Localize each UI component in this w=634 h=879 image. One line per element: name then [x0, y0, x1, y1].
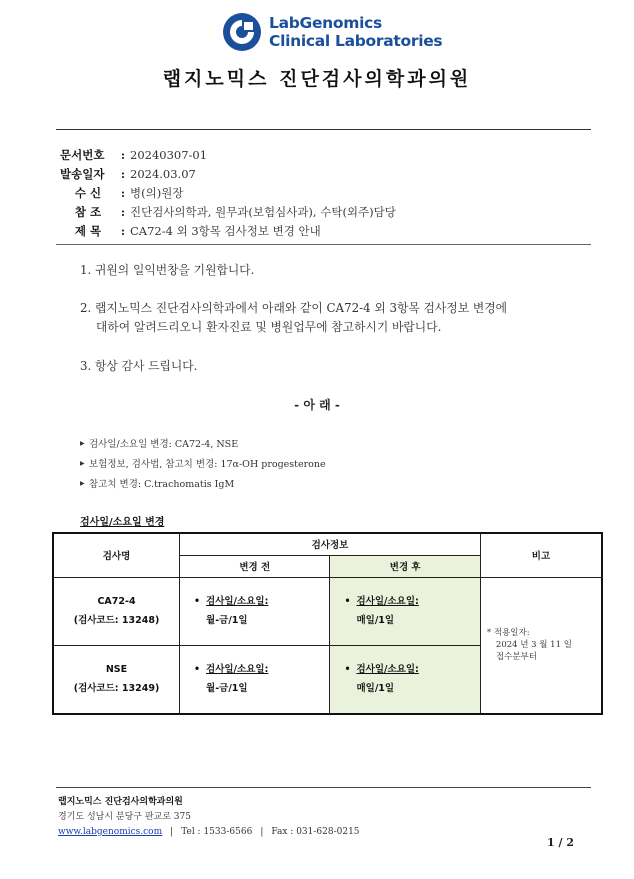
header-note: 비고	[480, 533, 602, 577]
meta-row-reference: 참 조 : 진단검사의학과, 원무과(보험심사과), 수탁(외주)담당	[60, 202, 396, 221]
meta-value: 병(의)원장	[130, 185, 184, 200]
meta-value: CA72-4 외 3항목 검사정보 변경 안내	[130, 223, 321, 238]
footer-address: 경기도 성남시 분당구 판교로 375	[58, 812, 191, 822]
footer-fax: Fax : 031-628-0215	[271, 827, 360, 837]
before-label: 검사일/소요일:	[206, 596, 269, 607]
page-number: 1 / 2	[547, 836, 574, 849]
meta-key: 발송일자	[60, 166, 105, 181]
change-summary-list	[80, 433, 326, 493]
meta-value: 20240307-01	[130, 147, 208, 162]
note-line: 2024 년 3 월 11 일	[495, 640, 572, 651]
document-title: 랩지노믹스 진단검사의학과의원	[162, 68, 472, 90]
triangle-bullet-icon: ▶	[80, 459, 85, 467]
footer-tel: Tel : 1533-6566	[181, 827, 253, 837]
triangle-bullet-icon: ▶	[80, 479, 85, 487]
meta-divider	[56, 244, 591, 245]
after-value: 매일/1일	[356, 615, 395, 626]
test-code: (검사코드: 13249)	[73, 683, 160, 695]
after-label: 검사일/소요일:	[356, 664, 419, 676]
meta-key: 문서번호	[60, 147, 105, 162]
list-item	[80, 453, 326, 473]
after-value: 매일/1일	[356, 683, 395, 695]
footer-org-name: 랩지노믹스 진단검사의학과의원	[58, 797, 183, 807]
logo-line-1: LabGenomics	[269, 14, 382, 32]
meta-value: 진단검사의학과, 원무과(보험심사과), 수탁(외주)담당	[130, 204, 396, 219]
test-code: (검사코드: 13248)	[73, 615, 160, 626]
test-name: CA72-4	[97, 596, 136, 607]
note-line: 접수분부터	[495, 652, 537, 663]
header-before: 변경 전	[180, 555, 330, 577]
header-after: 변경 후	[330, 555, 480, 577]
list-item-text: 참고치 변경: C.trachomatis IgM	[89, 479, 235, 490]
note-line: * 적용일자:	[486, 628, 530, 639]
list-item-text: 보험정보, 검사법, 참고치 변경: 17α-OH progesterone	[89, 459, 326, 470]
header-divider	[56, 129, 591, 130]
after-label: 검사일/소요일:	[356, 596, 419, 607]
meta-row-date: 발송일자 : 2024.03.07	[60, 166, 196, 181]
bullet-dot-icon: •	[344, 596, 351, 607]
after-cell	[330, 577, 480, 645]
footer-divider	[56, 787, 591, 788]
labgenomics-logo-icon	[222, 12, 262, 52]
list-item-text: 검사일/소요일 변경: CA72-4, NSE	[89, 439, 239, 450]
before-label: 검사일/소요일:	[206, 664, 269, 676]
before-cell	[180, 577, 330, 645]
meta-row-subject: 제 목 : CA72-4 외 3항목 검사정보 변경 안내	[60, 221, 396, 240]
before-cell	[180, 645, 330, 714]
meta-key: 제 목	[74, 223, 102, 238]
website-link[interactable]: www.labgenomics.com	[58, 827, 163, 837]
test-name: NSE	[105, 664, 128, 676]
before-value: 월-금/1일	[206, 615, 248, 626]
note-cell	[480, 577, 602, 714]
test-name-cell	[53, 645, 180, 714]
before-value: 월-금/1일	[206, 683, 248, 695]
header-test-info: 검사정보	[180, 533, 481, 555]
table-row	[53, 577, 602, 645]
paragraph-1: 1. 귀원의 일익번창을 기원합니다.	[80, 263, 255, 277]
bullet-dot-icon: •	[344, 664, 351, 676]
footer-contact: www.labgenomics.com | Tel : 1533-6566 | Fax : 031-628-0215	[58, 827, 360, 837]
list-item	[80, 473, 326, 493]
company-logo	[222, 12, 442, 52]
logo-line-2: Clinical Laboratories	[269, 32, 443, 50]
paragraph-3: 3. 항상 감사 드립니다.	[80, 359, 198, 373]
list-item	[80, 433, 326, 453]
section-heading-below: - 아 래 -	[294, 398, 340, 412]
table-section-title: 검사일/소요일 변경	[80, 517, 165, 528]
test-change-table	[52, 532, 603, 715]
after-cell	[330, 645, 480, 714]
test-name-cell	[53, 577, 180, 645]
footer	[58, 795, 360, 840]
triangle-bullet-icon: ▶	[80, 439, 85, 447]
meta-key: 수 신	[74, 185, 102, 200]
paragraph-2-line-1: 2. 랩지노믹스 진단검사의학과에서 아래와 같이 CA72-4 외 3항목 검사정보 변경에	[80, 301, 508, 315]
meta-key: 참 조	[74, 204, 102, 219]
meta-value: 2024.03.07	[130, 166, 196, 181]
meta-row-recipient: 수 신 : 병(의)원장	[60, 183, 396, 202]
bullet-dot-icon: •	[194, 664, 201, 676]
meta-row-doc-number: 문서번호 : 20240307-01	[60, 147, 208, 162]
header-test-name: 검사명	[53, 533, 180, 577]
document-meta	[60, 145, 396, 240]
bullet-dot-icon: •	[194, 596, 201, 607]
paragraph-2-line-2: 대하여 알려드리오니 환자진료 및 병원업무에 참고하시기 바랍니다.	[96, 320, 442, 334]
